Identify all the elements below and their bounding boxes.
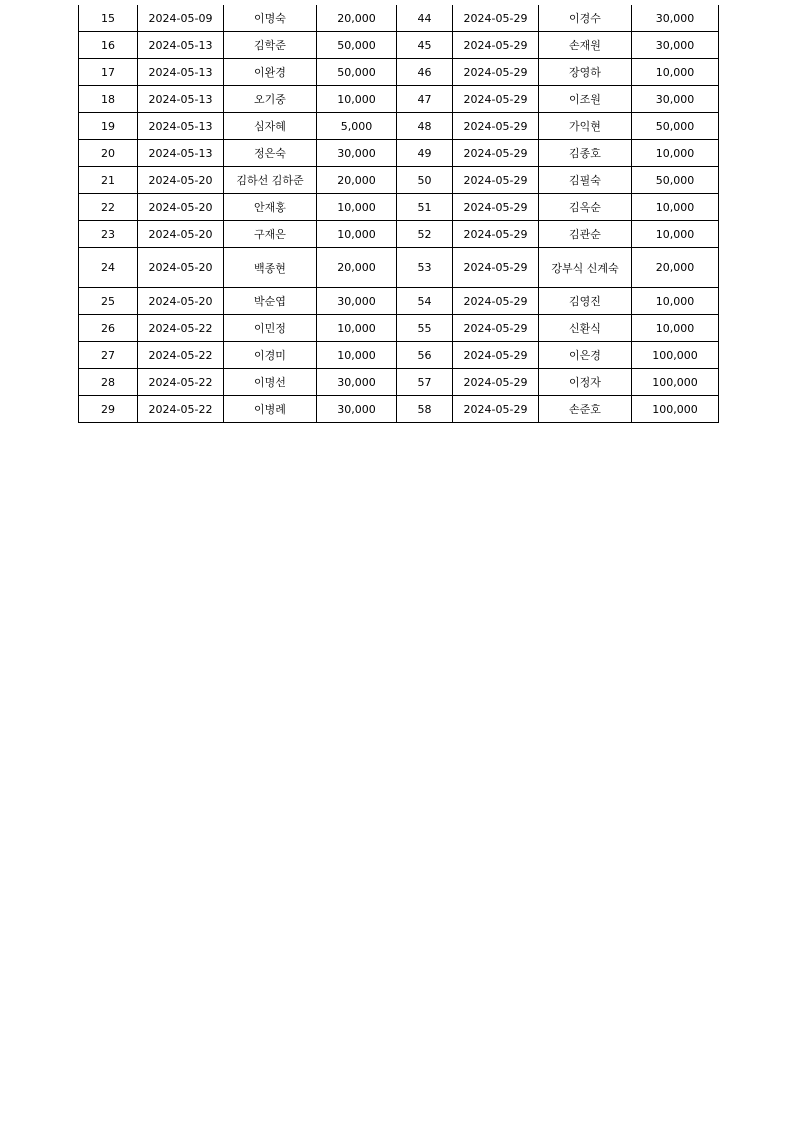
left-amount-cell: 50,000 — [317, 32, 397, 59]
right-no-cell: 47 — [397, 86, 453, 113]
right-name-cell: 가익현 — [539, 113, 632, 140]
left-no-cell: 21 — [79, 167, 138, 194]
right-amount-cell: 100,000 — [632, 369, 719, 396]
right-date-cell: 2024-05-29 — [453, 113, 539, 140]
right-no-cell: 50 — [397, 167, 453, 194]
right-no-cell: 48 — [397, 113, 453, 140]
left-name-cell: 이경미 — [224, 342, 317, 369]
donation-table — [78, 5, 719, 423]
right-date-cell: 2024-05-29 — [453, 315, 539, 342]
left-date-cell: 2024-05-22 — [138, 369, 224, 396]
left-amount-cell: 10,000 — [317, 342, 397, 369]
left-date-cell: 2024-05-13 — [138, 113, 224, 140]
right-no-cell: 55 — [397, 315, 453, 342]
left-amount-cell: 20,000 — [317, 5, 397, 32]
right-amount-cell: 30,000 — [632, 86, 719, 113]
right-date-cell: 2024-05-29 — [453, 221, 539, 248]
left-date-cell: 2024-05-20 — [138, 248, 224, 288]
right-no-cell: 57 — [397, 369, 453, 396]
left-no-cell: 19 — [79, 113, 138, 140]
left-date-cell: 2024-05-22 — [138, 342, 224, 369]
right-name-cell: 손준호 — [539, 396, 632, 423]
left-amount-cell: 10,000 — [317, 86, 397, 113]
left-no-cell: 27 — [79, 342, 138, 369]
right-amount-cell: 100,000 — [632, 396, 719, 423]
right-date-cell: 2024-05-29 — [453, 167, 539, 194]
left-no-cell: 18 — [79, 86, 138, 113]
right-date-cell: 2024-05-29 — [453, 248, 539, 288]
table-row — [79, 32, 719, 59]
left-name-cell: 이명선 — [224, 369, 317, 396]
left-date-cell: 2024-05-20 — [138, 221, 224, 248]
right-date-cell: 2024-05-29 — [453, 32, 539, 59]
left-amount-cell: 10,000 — [317, 315, 397, 342]
left-no-cell: 16 — [79, 32, 138, 59]
left-no-cell: 15 — [79, 5, 138, 32]
right-name-cell: 장영하 — [539, 59, 632, 86]
right-amount-cell: 50,000 — [632, 167, 719, 194]
table-row — [79, 248, 719, 288]
left-name-cell: 박순엽 — [224, 288, 317, 315]
table-row — [79, 167, 719, 194]
right-name-cell: 김종호 — [539, 140, 632, 167]
right-name-cell: 김영진 — [539, 288, 632, 315]
right-name-cell: 이정자 — [539, 369, 632, 396]
left-amount-cell: 30,000 — [317, 140, 397, 167]
table-body — [79, 5, 719, 423]
table-row — [79, 86, 719, 113]
table-row — [79, 221, 719, 248]
right-no-cell: 53 — [397, 248, 453, 288]
right-amount-cell: 30,000 — [632, 5, 719, 32]
left-name-cell: 이병례 — [224, 396, 317, 423]
left-name-cell: 구재은 — [224, 221, 317, 248]
left-no-cell: 24 — [79, 248, 138, 288]
left-name-cell: 심자혜 — [224, 113, 317, 140]
right-amount-cell: 20,000 — [632, 248, 719, 288]
right-amount-cell: 30,000 — [632, 32, 719, 59]
table-row — [79, 194, 719, 221]
right-no-cell: 52 — [397, 221, 453, 248]
left-no-cell: 23 — [79, 221, 138, 248]
left-no-cell: 26 — [79, 315, 138, 342]
table-row — [79, 113, 719, 140]
table-row — [79, 140, 719, 167]
right-no-cell: 58 — [397, 396, 453, 423]
left-amount-cell: 30,000 — [317, 396, 397, 423]
left-no-cell: 20 — [79, 140, 138, 167]
right-amount-cell: 100,000 — [632, 342, 719, 369]
right-date-cell: 2024-05-29 — [453, 194, 539, 221]
right-amount-cell: 10,000 — [632, 194, 719, 221]
table-row — [79, 396, 719, 423]
right-amount-cell: 10,000 — [632, 288, 719, 315]
right-amount-cell: 10,000 — [632, 315, 719, 342]
left-amount-cell: 30,000 — [317, 288, 397, 315]
right-date-cell: 2024-05-29 — [453, 59, 539, 86]
left-name-cell: 정은숙 — [224, 140, 317, 167]
left-no-cell: 17 — [79, 59, 138, 86]
left-amount-cell: 50,000 — [317, 59, 397, 86]
right-date-cell: 2024-05-29 — [453, 342, 539, 369]
right-no-cell: 44 — [397, 5, 453, 32]
right-name-cell: 이경수 — [539, 5, 632, 32]
left-amount-cell: 30,000 — [317, 369, 397, 396]
right-amount-cell: 10,000 — [632, 59, 719, 86]
right-name-cell: 이은경 — [539, 342, 632, 369]
table-row — [79, 288, 719, 315]
left-no-cell: 28 — [79, 369, 138, 396]
right-amount-cell: 10,000 — [632, 221, 719, 248]
left-amount-cell: 10,000 — [317, 221, 397, 248]
left-name-cell: 김학준 — [224, 32, 317, 59]
left-no-cell: 22 — [79, 194, 138, 221]
left-date-cell: 2024-05-20 — [138, 167, 224, 194]
right-name-cell: 강부식 신계숙 — [539, 248, 632, 288]
right-date-cell: 2024-05-29 — [453, 288, 539, 315]
right-name-cell: 김관순 — [539, 221, 632, 248]
table-row — [79, 315, 719, 342]
left-date-cell: 2024-05-13 — [138, 140, 224, 167]
right-no-cell: 51 — [397, 194, 453, 221]
right-no-cell: 46 — [397, 59, 453, 86]
left-date-cell: 2024-05-22 — [138, 396, 224, 423]
left-date-cell: 2024-05-20 — [138, 194, 224, 221]
right-name-cell: 이조원 — [539, 86, 632, 113]
table-row — [79, 59, 719, 86]
left-name-cell: 백종현 — [224, 248, 317, 288]
right-name-cell: 신환식 — [539, 315, 632, 342]
left-amount-cell: 20,000 — [317, 248, 397, 288]
right-no-cell: 45 — [397, 32, 453, 59]
table-row — [79, 5, 719, 32]
right-no-cell: 49 — [397, 140, 453, 167]
right-name-cell: 김필숙 — [539, 167, 632, 194]
left-name-cell: 이명숙 — [224, 5, 317, 32]
right-date-cell: 2024-05-29 — [453, 86, 539, 113]
left-amount-cell: 5,000 — [317, 113, 397, 140]
right-date-cell: 2024-05-29 — [453, 369, 539, 396]
left-date-cell: 2024-05-13 — [138, 32, 224, 59]
left-name-cell: 김하선 김하준 — [224, 167, 317, 194]
right-date-cell: 2024-05-29 — [453, 396, 539, 423]
right-amount-cell: 10,000 — [632, 140, 719, 167]
left-amount-cell: 10,000 — [317, 194, 397, 221]
left-name-cell: 이완경 — [224, 59, 317, 86]
right-no-cell: 56 — [397, 342, 453, 369]
left-no-cell: 25 — [79, 288, 138, 315]
right-no-cell: 54 — [397, 288, 453, 315]
left-name-cell: 오기중 — [224, 86, 317, 113]
left-date-cell: 2024-05-22 — [138, 315, 224, 342]
table-row — [79, 369, 719, 396]
left-date-cell: 2024-05-09 — [138, 5, 224, 32]
left-date-cell: 2024-05-13 — [138, 59, 224, 86]
left-date-cell: 2024-05-20 — [138, 288, 224, 315]
right-date-cell: 2024-05-29 — [453, 140, 539, 167]
right-name-cell: 손재원 — [539, 32, 632, 59]
right-name-cell: 김옥순 — [539, 194, 632, 221]
left-amount-cell: 20,000 — [317, 167, 397, 194]
right-date-cell: 2024-05-29 — [453, 5, 539, 32]
left-name-cell: 안재홍 — [224, 194, 317, 221]
right-amount-cell: 50,000 — [632, 113, 719, 140]
left-date-cell: 2024-05-13 — [138, 86, 224, 113]
table-row — [79, 342, 719, 369]
left-name-cell: 이민정 — [224, 315, 317, 342]
left-no-cell: 29 — [79, 396, 138, 423]
